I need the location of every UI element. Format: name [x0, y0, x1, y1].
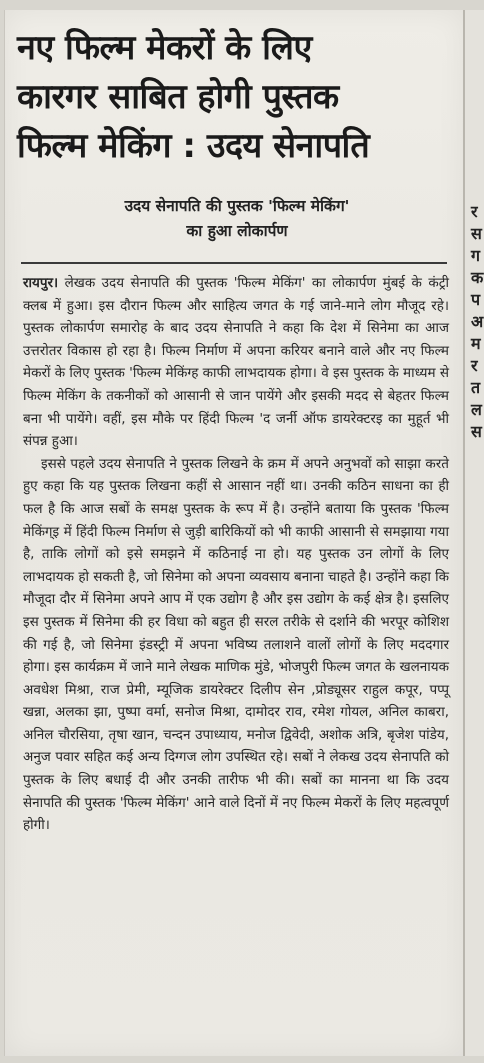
adjacent-column-char: त — [471, 378, 481, 397]
adjacent-column-char: र — [471, 202, 478, 221]
paragraph-1-text: लेखक उदय सेनापति की पुस्तक 'फिल्म मेकिंग' का लोकार्पण मुंबई के कंट्री क्लब में हुआ। इस दौरान फिल्म और साहित्य जगत के गई जाने-माने लोग मौजूद रहे। पुस्तक लोकार्पण समारोह के बाद उदय सेनापति ने कहा कि देश में सिनेमा का आज उत्तरोतर विकास हो रहा है। फिल्म निर्माण में अपना करियर बनाने वाले और नए फिल्म मेकरों के लिए पुस्तक 'फिल्म मेकिंग्ह काफी लाभदायक होगा। वे इस पुस्तक के माध्यम से फिल्म मेकिंग के तकनीकों को आसानी से जान पायेंगे और इसकी मदद से बेहतर फिल्म बना भी पायेंगे। वहीं, इस मौके पर हिंदी फिल्म 'द जर्नी ऑफ डायरेक्टरइ का मुहूर्त भी संपन्न हुआ। — [23, 275, 449, 450]
adjacent-column-char: प — [471, 290, 481, 309]
article-headline — [17, 24, 457, 171]
subheadline-line-2: का हुआ लोकार्पण — [186, 222, 288, 240]
subheadline-line-1: उदय सेनापति की पुस्तक 'फिल्म मेकिंग' — [124, 197, 350, 215]
adjacent-column-char: ग — [471, 246, 481, 265]
newspaper-clipping — [4, 10, 464, 1056]
adjacent-column-char: ल — [471, 400, 482, 419]
dateline: रायपुर। — [23, 275, 59, 291]
article-paragraph-2: इससे पहले उदय सेनापति ने पुस्तक लिखने के क्रम में अपने अनुभवों को साझा करते हुए कहा कि यह पुस्तक लिखना कहीं से आसान नहीं था। उनकी कठिन साधना का ही फल है कि आज सबों के समक्ष पुस्तक के रूप में है। उन्होंने बताया कि पुस्तक 'फिल्म मेकिंग्इ में हिंदी फिल्म निर्माण से जुड़ी बारिकियों को भी काफी आसानी से समझाया गया है, ताकि लोगों को इसे समझने में कठिनाई ना हो। यह पुस्तक उन लोगों के लिए लाभदायक हो सकती है, जो सिनेमा को अपना व्यवसाय बनाना चाहते है। उन्होंने कहा कि मौजूदा दौर में सिनेमा अपने आप में एक उद्योग है और इस उद्योग के कई क्षेत्र है। इसलिए इस पुस्तक में सिनेमा की हर विधा को बहुत ही सरल तरीके से दर्शाने की भरपूर कोशिश की गई है, जो सिनेमा इंडस्ट्री में अपना भविष्य तलाशने वालों लोगों के लिए मददगार होगा। इस कार्यक्रम में जाने माने लेखक माणिक मुंडे, भोजपुरी फिल्म जगत के खलनायक अवधेश मिश्रा, राज प्रेमी, म्यूजिक डायरेक्टर दिलीप सेन ,प्रोड्यूसर राहुल कपूर, पप्पू खन्ना, अलका झा, पुष्पा वर्मा, सनोज मिश्रा, दामोदर राव, रमेश गोयल, अनिल काबरा, अनिल चौरसिया, तृषा खान, चन्दन उपाध्याय, मनोज द्विवेदी, अशोक अत्रि, बृजेश पांडेय, अनुज पवार सहित कई अन्य दिग्गज लोग उपस्थित रहे। सबों ने लेकख उदय सेनापति को पुस्तक के लिए बधाई दी और उनकी तारीफ भी की। सबों का मानना था कि उदय सेनापति की पुस्तक 'फिल्म मेकिंग' आने वाले दिनों में नए फिल्म मेकरों के लिए महत्वपूर्ण होगी। — [23, 455, 449, 834]
adjacent-column-char: अ — [471, 312, 484, 331]
headline-line-1: नए फिल्म मेकरों के लिए — [17, 28, 312, 68]
adjacent-column-char: स — [471, 422, 482, 441]
section-divider — [21, 262, 447, 264]
article-subheadline — [17, 194, 457, 244]
adjacent-column-char: म — [471, 334, 481, 353]
adjacent-column-char: स — [471, 224, 482, 243]
headline-line-3: फिल्म मेकिंग : उदय सेनापति — [17, 126, 370, 166]
adjacent-column-char: क — [471, 268, 484, 287]
adjacent-column-char: र — [471, 356, 478, 375]
article-body — [23, 272, 449, 837]
headline-line-2: कारगर साबित होगी पुस्तक — [17, 77, 339, 117]
adjacent-column-fragment — [463, 10, 484, 1056]
article-paragraph-1 — [23, 272, 449, 453]
